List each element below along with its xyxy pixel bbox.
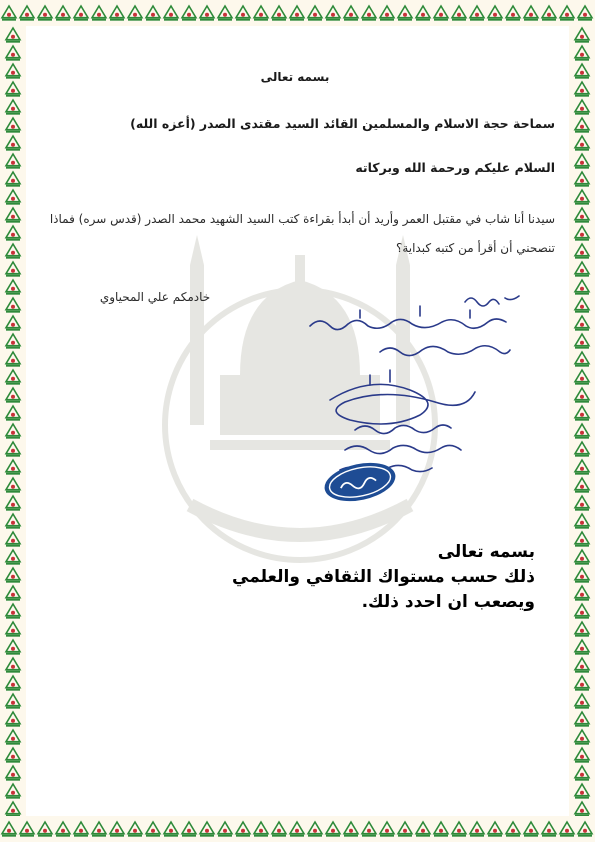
letter-body-line: تنصحني أن أقرأ من كتبه كبداية؟ — [395, 241, 555, 255]
bottom-border-ornament — [0, 816, 595, 842]
right-border-ornament — [569, 26, 595, 816]
transcription-line: بسمه تعالى — [437, 542, 535, 562]
reply-transcription — [115, 540, 535, 615]
letter-addressee: سماحة حجة الاسلام والمسلمين القائد السيد مقتدى الصدر (أعزه الله) — [130, 116, 555, 131]
transcription-line: ويصعب ان احدد ذلك. — [361, 592, 535, 612]
letter-basmala: بسمه تعالى — [260, 70, 330, 84]
handwritten-reply-signature-stamp — [300, 290, 550, 520]
top-border-ornament — [0, 0, 595, 26]
letter-body — [30, 205, 555, 263]
letter-body-line: سيدنا أنا شاب في مقتبل العمر وأريد أن أبدأ بقراءة كتب السيد الشهيد محمد الصدر (قدس سره) فماذا — [49, 212, 555, 226]
letter-greeting: السلام عليكم ورحمة الله وبركاته — [355, 160, 555, 175]
transcription-line: ذلك حسب مستواك الثقافي والعلمي — [232, 567, 535, 587]
letter-signature: خادمكم علي المحياوي — [99, 290, 211, 304]
left-border-ornament — [0, 26, 26, 816]
